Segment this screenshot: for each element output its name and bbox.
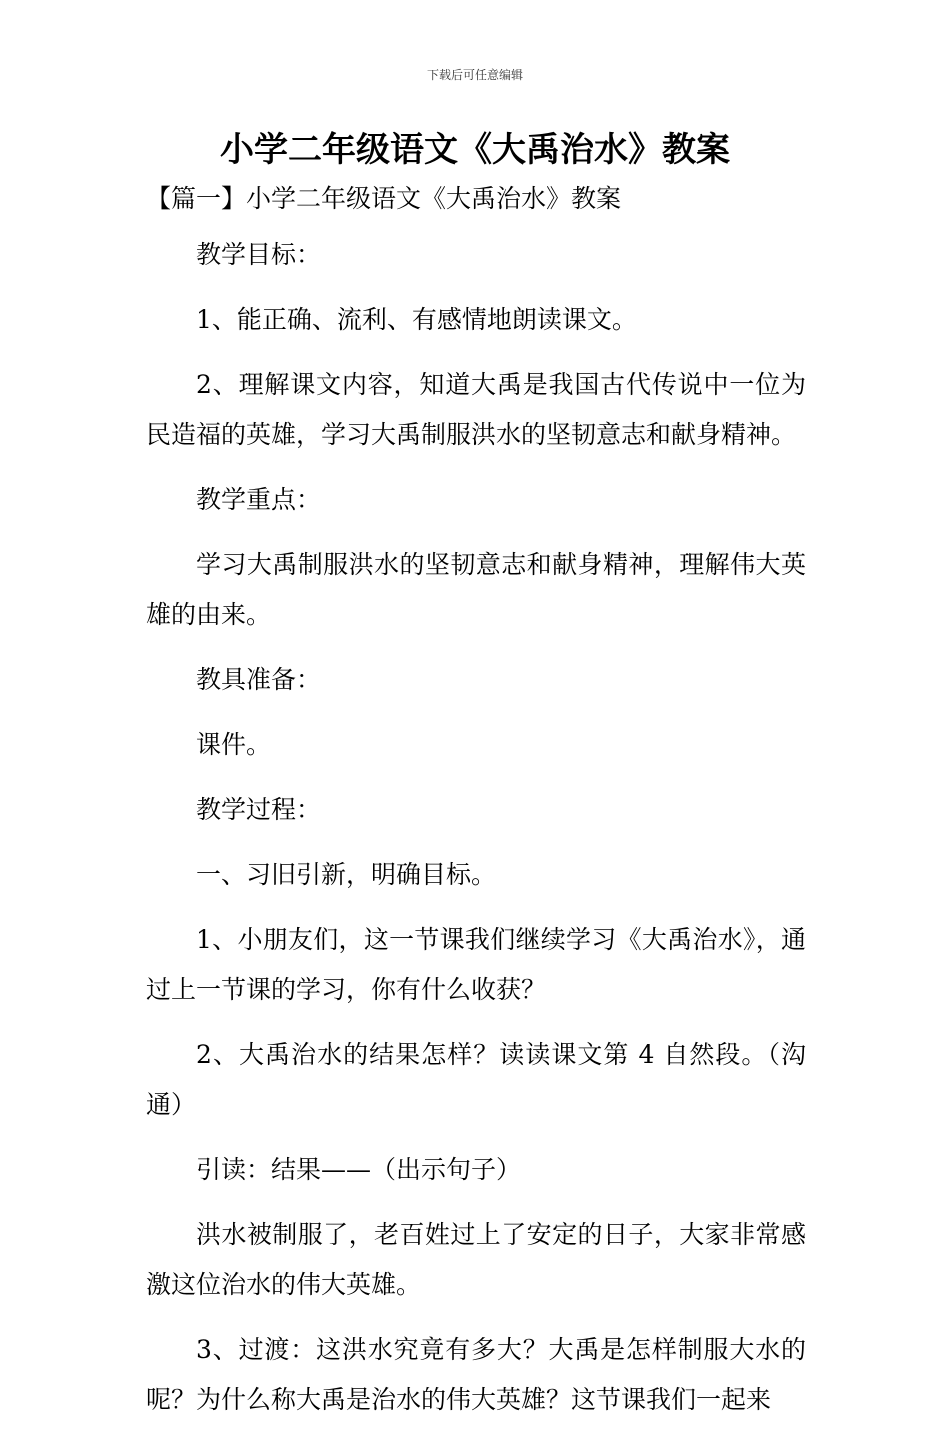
document-body: [146, 230, 806, 1440]
paragraph: 课件。: [196, 730, 272, 759]
paragraph: 教学目标：: [196, 240, 322, 269]
paragraph: 2、理解课文内容，知道大禹是我国古代传说中一位为民造福的英雄，学习大禹制服洪水的坚韧意志和献身精神。: [146, 370, 806, 449]
paragraph: 学习大禹制服洪水的坚韧意志和献身精神，理解伟大英雄的由来。: [146, 550, 806, 629]
paragraph: 教学重点：: [196, 485, 322, 514]
header-note: 下载后可任意编辑: [426, 68, 523, 82]
paragraph: 引读：结果——（出示句子）: [196, 1155, 522, 1184]
document-title: 小学二年级语文《大禹治水》教案: [220, 130, 730, 170]
paragraph: 1、能正确、流利、有感情地朗读课文。: [196, 305, 637, 334]
paragraph: 一、习旧引新，明确目标。: [196, 860, 497, 889]
paragraph: 2、大禹治水的结果怎样？读读课文第 4 自然段。（沟通）: [146, 1040, 806, 1119]
paragraph: 教学过程：: [196, 795, 322, 824]
paragraph: 洪水被制服了，老百姓过上了安定的日子，大家非常感激这位治水的伟大英雄。: [146, 1220, 806, 1299]
section-heading: 【篇一】小学二年级语文《大禹治水》教案: [146, 184, 622, 213]
paragraph: 教具准备：: [196, 665, 322, 694]
paragraph: 1、小朋友们，这一节课我们继续学习《大禹治水》，通过上一节课的学习，你有什么收获？: [146, 925, 806, 1004]
paragraph: 3、过渡：这洪水究竟有多大？大禹是怎样制服大水的呢？为什么称大禹是治水的伟大英雄？这节课我们一起来: [146, 1335, 806, 1414]
